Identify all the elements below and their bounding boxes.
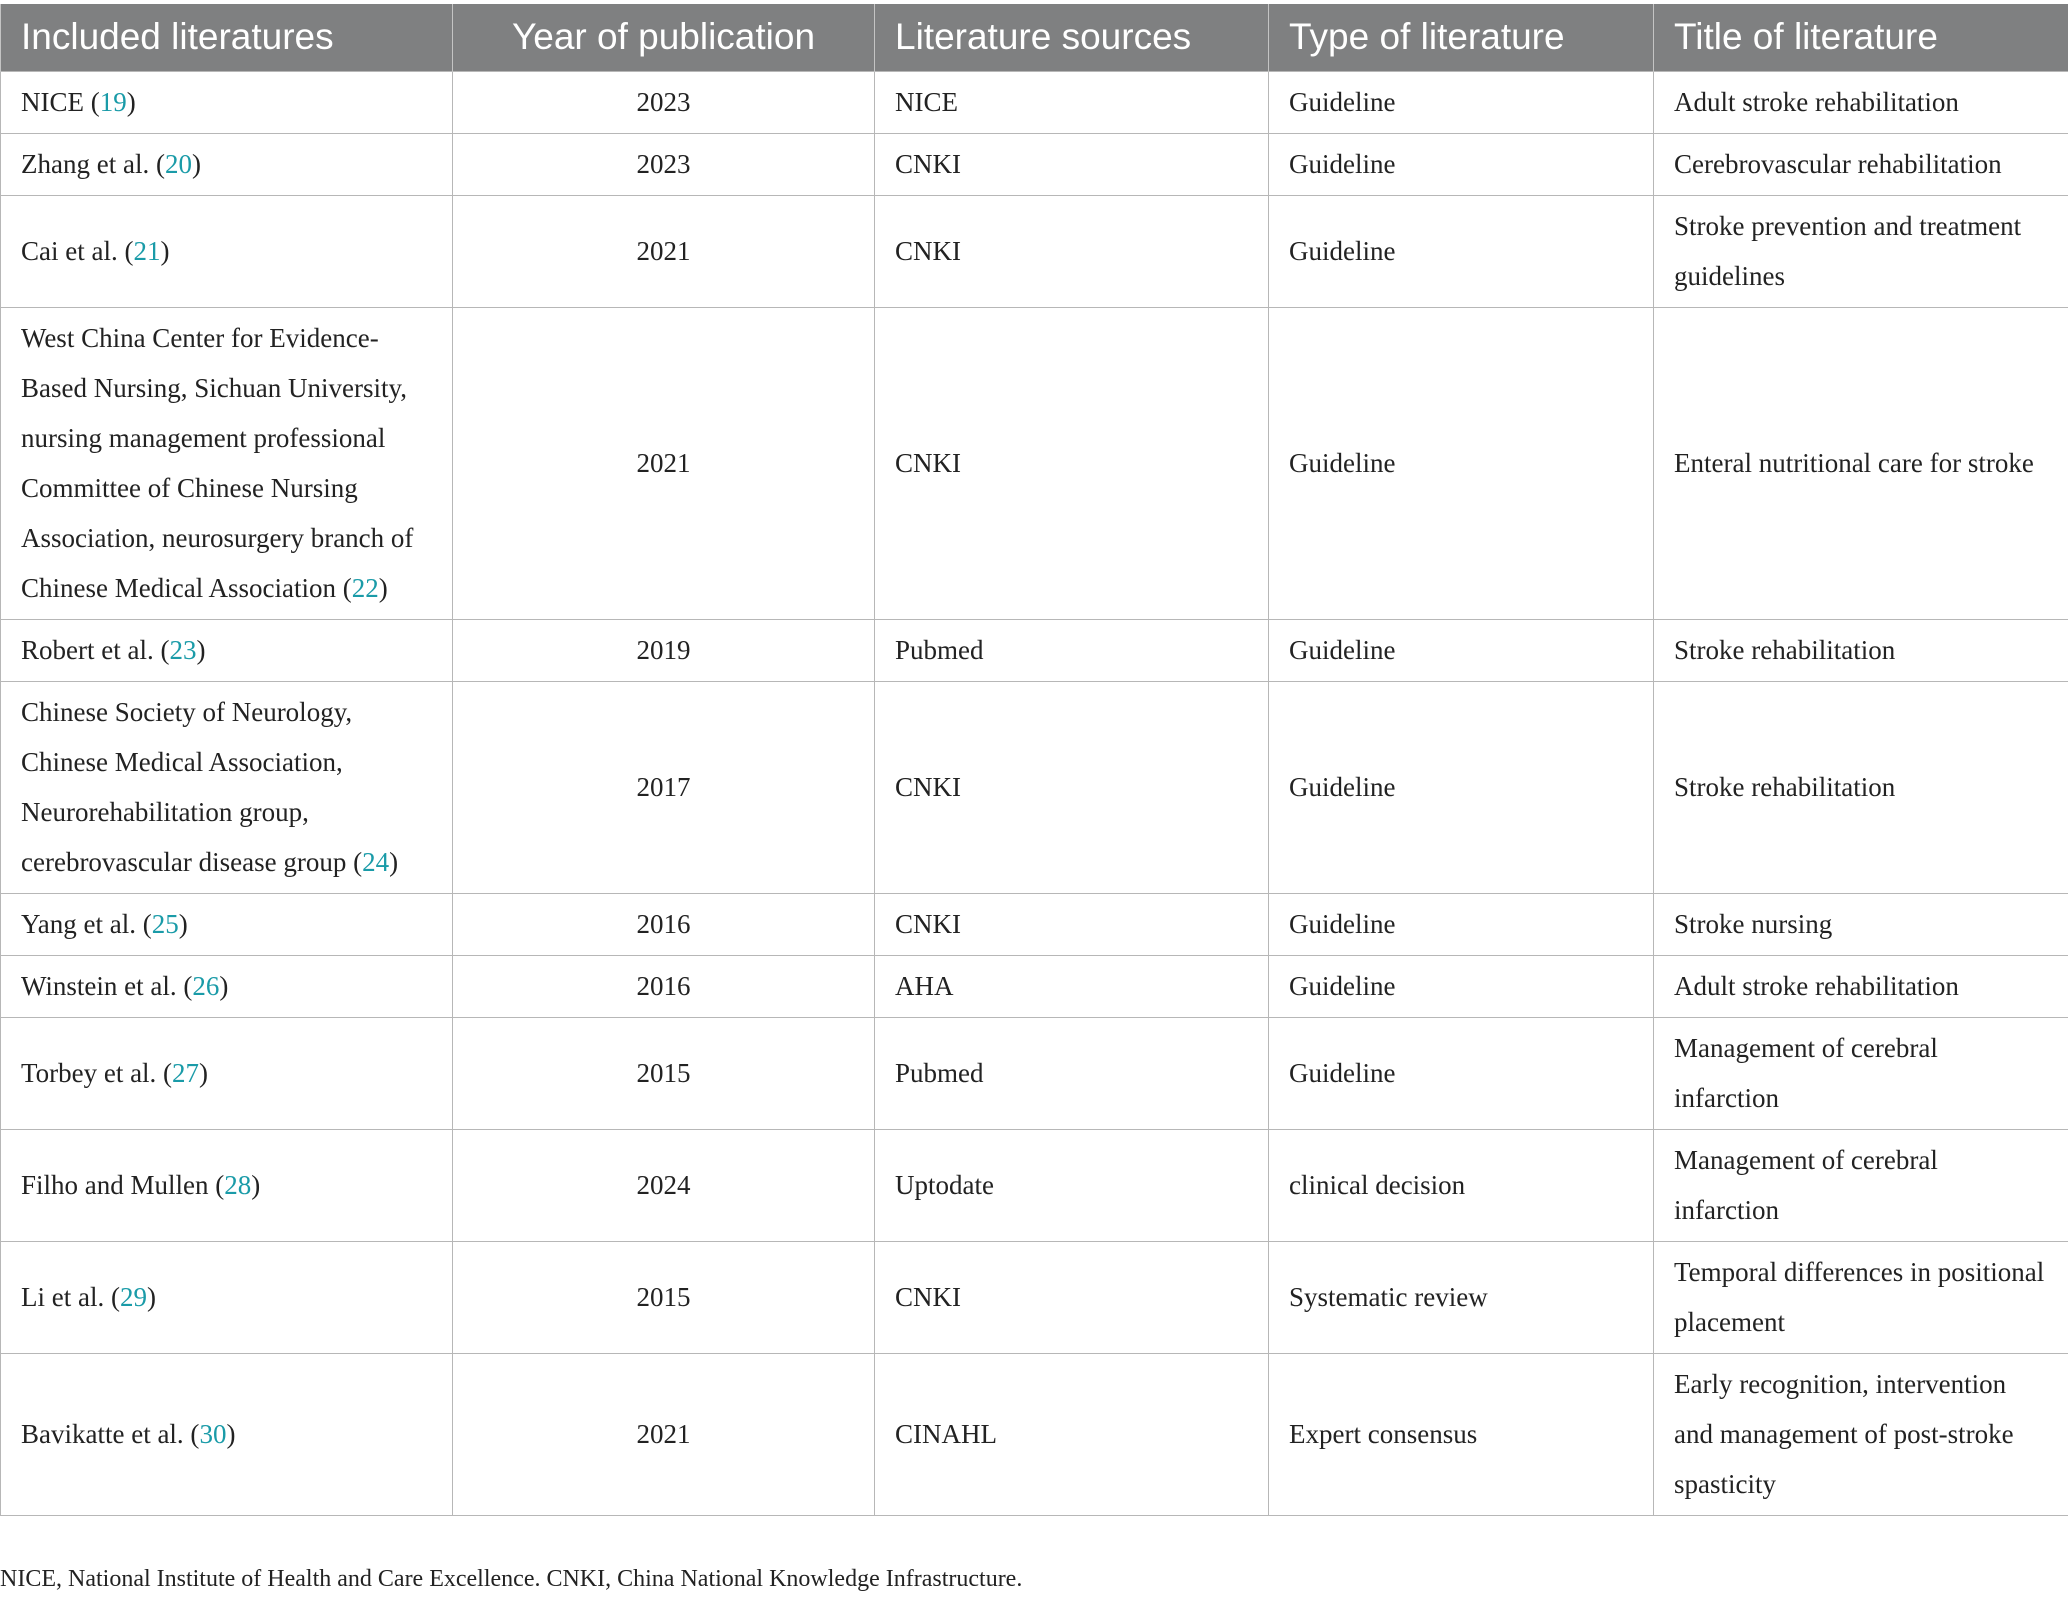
author-text: West China Center for Evidence-Based Nursing, Sichuan University, nursing management professional Committee of Chinese Nursing Association, neurosurgery branch of Chinese Medical Association ( bbox=[21, 322, 414, 603]
cell-source: CNKI bbox=[875, 307, 1269, 619]
author-text: Li et al. ( bbox=[21, 1281, 120, 1312]
cell-year: 2015 bbox=[453, 1017, 875, 1129]
author-close-paren: ) bbox=[378, 572, 388, 603]
cell-title: Stroke rehabilitation bbox=[1654, 681, 2068, 893]
reference-link[interactable]: 24 bbox=[362, 846, 390, 877]
cell-type: Guideline bbox=[1269, 1017, 1654, 1129]
cell-source: CNKI bbox=[875, 133, 1269, 195]
header-title-of-literature: Title of literature bbox=[1654, 4, 2068, 71]
cell-year: 2024 bbox=[453, 1129, 875, 1241]
cell-title: Management of cerebral infarction bbox=[1654, 1017, 2068, 1129]
cell-source: Pubmed bbox=[875, 619, 1269, 681]
cell-title: Management of cerebral infarction bbox=[1654, 1129, 2068, 1241]
author-text: Filho and Mullen ( bbox=[21, 1169, 225, 1200]
cell-title: Adult stroke rehabilitation bbox=[1654, 71, 2068, 133]
author-close-paren: ) bbox=[199, 1057, 209, 1088]
reference-link[interactable]: 30 bbox=[199, 1418, 227, 1449]
cell-source: CNKI bbox=[875, 681, 1269, 893]
cell-type: Guideline bbox=[1269, 133, 1654, 195]
cell-included-literature bbox=[1, 1241, 453, 1353]
literature-table bbox=[0, 4, 2068, 1516]
author-text: NICE ( bbox=[21, 86, 100, 117]
cell-included-literature bbox=[1, 1353, 453, 1515]
author-text: Chinese Society of Neurology, Chinese Medical Association, Neurorehabilitation group, cerebrovascular disease group ( bbox=[21, 696, 363, 877]
reference-link[interactable]: 29 bbox=[119, 1281, 147, 1312]
cell-source: CNKI bbox=[875, 1241, 1269, 1353]
cell-title: Cerebrovascular rehabilitation bbox=[1654, 133, 2068, 195]
cell-type: Systematic review bbox=[1269, 1241, 1654, 1353]
cell-included-literature bbox=[1, 71, 453, 133]
cell-year: 2016 bbox=[453, 955, 875, 1017]
reference-link[interactable]: 20 bbox=[164, 148, 192, 179]
table-row bbox=[1, 71, 2068, 133]
cell-title: Stroke rehabilitation bbox=[1654, 619, 2068, 681]
author-text: Zhang et al. ( bbox=[21, 148, 165, 179]
cell-included-literature bbox=[1, 1017, 453, 1129]
cell-title: Enteral nutritional care for stroke bbox=[1654, 307, 2068, 619]
cell-type: Expert consensus bbox=[1269, 1353, 1654, 1515]
cell-type: Guideline bbox=[1269, 893, 1654, 955]
table-row bbox=[1, 681, 2068, 893]
author-close-paren: ) bbox=[126, 86, 136, 117]
header-included-literatures: Included literatures bbox=[1, 4, 453, 71]
cell-year: 2021 bbox=[453, 307, 875, 619]
table-row bbox=[1, 619, 2068, 681]
reference-link[interactable]: 23 bbox=[169, 634, 197, 665]
cell-year: 2017 bbox=[453, 681, 875, 893]
cell-included-literature bbox=[1, 955, 453, 1017]
cell-source: Pubmed bbox=[875, 1017, 1269, 1129]
author-text: Torbey et al. ( bbox=[21, 1057, 173, 1088]
table-row bbox=[1, 955, 2068, 1017]
author-close-paren: ) bbox=[226, 1418, 236, 1449]
reference-link[interactable]: 19 bbox=[99, 86, 127, 117]
cell-source: CNKI bbox=[875, 195, 1269, 307]
cell-type: clinical decision bbox=[1269, 1129, 1654, 1241]
cell-year: 2019 bbox=[453, 619, 875, 681]
cell-year: 2015 bbox=[453, 1241, 875, 1353]
author-text: Yang et al. ( bbox=[21, 908, 152, 939]
cell-title: Adult stroke rehabilitation bbox=[1654, 955, 2068, 1017]
table-row bbox=[1, 307, 2068, 619]
cell-title: Early recognition, intervention and management of post-stroke spasticity bbox=[1654, 1353, 2068, 1515]
cell-title: Stroke prevention and treatment guidelines bbox=[1654, 195, 2068, 307]
author-close-paren: ) bbox=[389, 846, 399, 877]
cell-source: AHA bbox=[875, 955, 1269, 1017]
cell-type: Guideline bbox=[1269, 307, 1654, 619]
reference-link[interactable]: 27 bbox=[172, 1057, 200, 1088]
cell-source: Uptodate bbox=[875, 1129, 1269, 1241]
header-row bbox=[1, 4, 2068, 71]
cell-year: 2021 bbox=[453, 195, 875, 307]
header-year-of-publication: Year of publication bbox=[453, 4, 875, 71]
author-close-paren: ) bbox=[191, 148, 201, 179]
cell-type: Guideline bbox=[1269, 195, 1654, 307]
author-close-paren: ) bbox=[251, 1169, 261, 1200]
reference-link[interactable]: 22 bbox=[351, 572, 379, 603]
cell-title: Stroke nursing bbox=[1654, 893, 2068, 955]
author-text: Bavikatte et al. ( bbox=[21, 1418, 200, 1449]
table-footnote: NICE, National Institute of Health and Care Excellence. CNKI, China National Knowledge Infrastructure. bbox=[0, 1566, 1023, 1592]
cell-year: 2023 bbox=[453, 133, 875, 195]
table-row bbox=[1, 195, 2068, 307]
table-row bbox=[1, 133, 2068, 195]
table-row bbox=[1, 1017, 2068, 1129]
author-close-paren: ) bbox=[219, 970, 229, 1001]
cell-source: NICE bbox=[875, 71, 1269, 133]
cell-year: 2023 bbox=[453, 71, 875, 133]
cell-included-literature bbox=[1, 133, 453, 195]
cell-included-literature bbox=[1, 619, 453, 681]
header-type-of-literature: Type of literature bbox=[1269, 4, 1654, 71]
cell-year: 2016 bbox=[453, 893, 875, 955]
author-close-paren: ) bbox=[146, 1281, 156, 1312]
cell-included-literature bbox=[1, 307, 453, 619]
reference-link[interactable]: 28 bbox=[224, 1169, 252, 1200]
reference-link[interactable]: 21 bbox=[133, 235, 161, 266]
table-row bbox=[1, 1353, 2068, 1515]
author-text: Winstein et al. ( bbox=[21, 970, 193, 1001]
cell-type: Guideline bbox=[1269, 955, 1654, 1017]
cell-source: CINAHL bbox=[875, 1353, 1269, 1515]
cell-type: Guideline bbox=[1269, 71, 1654, 133]
author-text: Robert et al. ( bbox=[21, 634, 170, 665]
table-row bbox=[1, 1241, 2068, 1353]
cell-included-literature bbox=[1, 195, 453, 307]
reference-link[interactable]: 26 bbox=[192, 970, 220, 1001]
table-row bbox=[1, 893, 2068, 955]
cell-source: CNKI bbox=[875, 893, 1269, 955]
cell-included-literature bbox=[1, 681, 453, 893]
header-literature-sources: Literature sources bbox=[875, 4, 1269, 71]
cell-year: 2021 bbox=[453, 1353, 875, 1515]
table-row bbox=[1, 1129, 2068, 1241]
reference-link[interactable]: 25 bbox=[151, 908, 179, 939]
cell-type: Guideline bbox=[1269, 619, 1654, 681]
author-close-paren: ) bbox=[178, 908, 188, 939]
author-close-paren: ) bbox=[196, 634, 206, 665]
cell-included-literature bbox=[1, 893, 453, 955]
author-text: Cai et al. ( bbox=[21, 235, 134, 266]
author-close-paren: ) bbox=[160, 235, 170, 266]
cell-type: Guideline bbox=[1269, 681, 1654, 893]
cell-title: Temporal differences in positional placement bbox=[1654, 1241, 2068, 1353]
cell-included-literature bbox=[1, 1129, 453, 1241]
